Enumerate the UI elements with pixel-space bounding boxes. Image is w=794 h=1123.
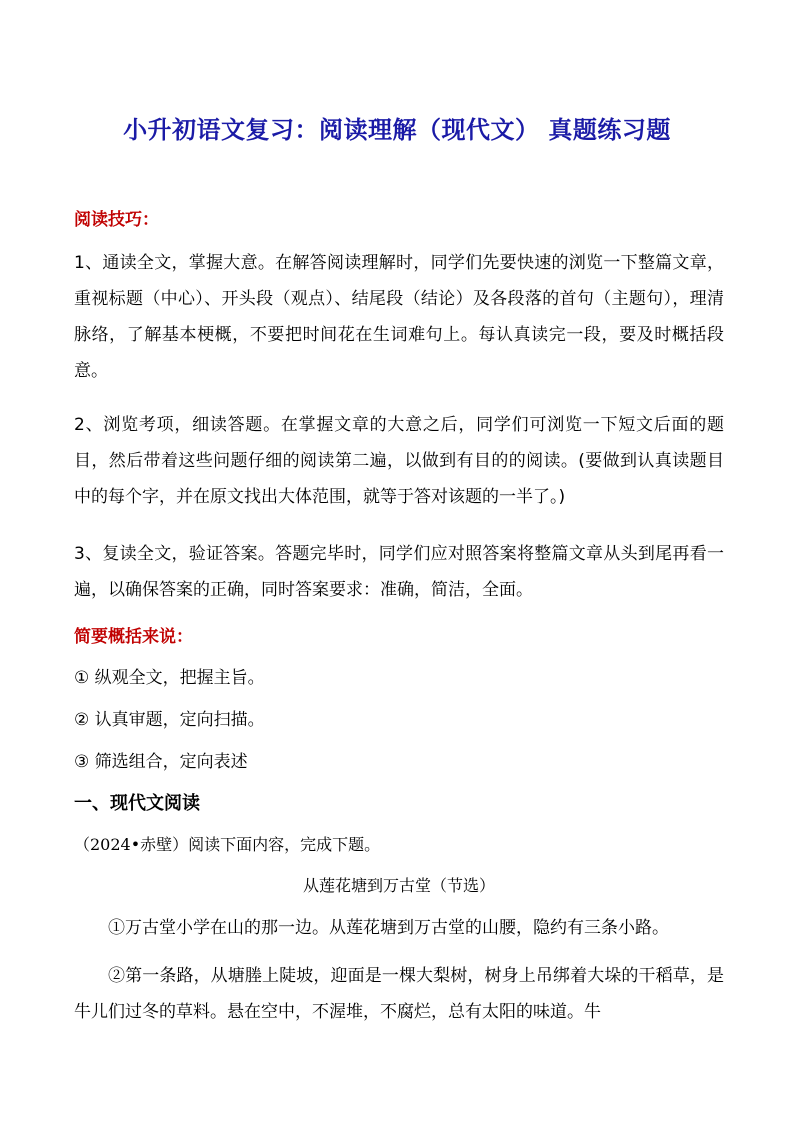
document-title: 小升初语文复习：阅读理解（现代文） 真题练习题 (123, 116, 671, 144)
passage-paragraph-1: ①万古堂小学在山的那一边。从莲花塘到万古堂的山腰，隐约有三条小路。 (108, 918, 669, 938)
reading-tips-heading: 阅读技巧： (74, 210, 159, 230)
summary-heading: 简要概括来说： (74, 627, 193, 647)
passage-title: 从莲花塘到万古堂（节选） (302, 876, 495, 895)
source-line: （2024•赤壁）阅读下面内容，完成下题。 (74, 835, 381, 854)
summary-item-3: ③ 筛选组合，定向表述 (74, 752, 248, 772)
tip-paragraph-1: 1、通读全文，掌握大意。在解答阅读理解时，同学们先要快速的浏览一下整篇文章，重视标题（中心）、开头段（观点）、结尾段（结论）及各段落的首句（主题句），理清脉络，了解基本梗概，不要把时间花在生词难句上。每认真读完一段，要及时概括段意。 (74, 253, 724, 381)
tip-paragraph-2: 2、浏览考项，细读答题。在掌握文章的大意之后，同学们可浏览一下短文后面的题目，然后带着这些问题仔细的阅读第二遍，以做到有目的的阅读。(要做到认真读题目中的每个字，并在原文找出大体范围，就等于答对该题的一半了。) (74, 415, 724, 507)
tip-paragraph-3: 3、复读全文，验证答案。答题完毕时，同学们应对照答案将整篇文章从头到尾再看一遍，以确保答案的正确，同时答案要求：准确，简洁，全面。 (74, 544, 724, 600)
section-heading-modern-reading: 一、现代文阅读 (74, 793, 200, 814)
summary-item-1: ① 纵观全文，把握主旨。 (74, 668, 265, 688)
passage-paragraph-2: ②第一条路，从塘塍上陡坡，迎面是一棵大梨树，树身上吊绑着大垛的干稻草，是牛儿们过冬的草料。悬在空中，不渥堆，不腐烂，总有太阳的味道。牛 (74, 966, 724, 1022)
summary-item-2: ② 认真审题，定向扫描。 (74, 710, 265, 730)
